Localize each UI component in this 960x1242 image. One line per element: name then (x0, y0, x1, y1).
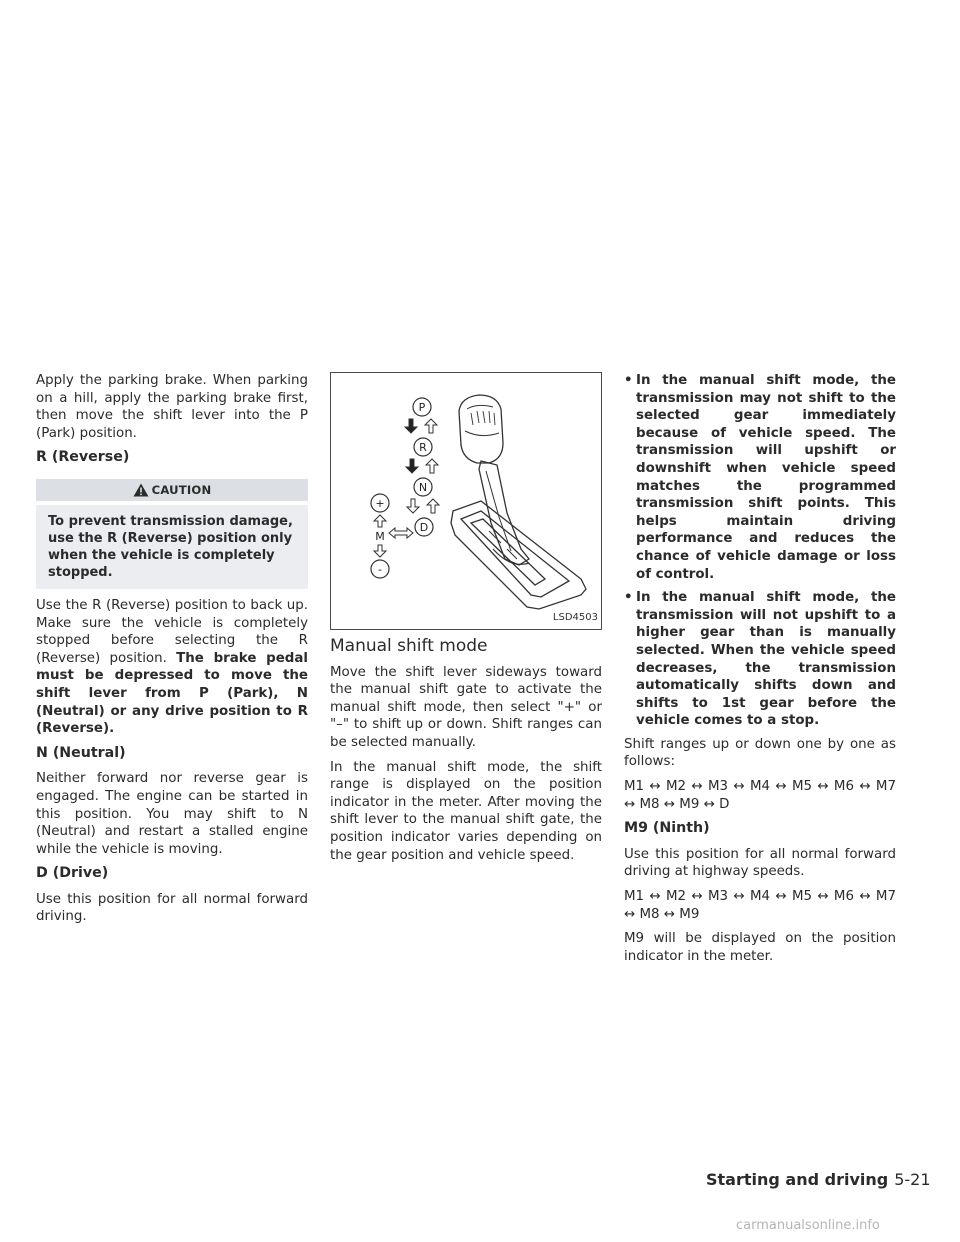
intro-paragraph: Apply the parking brake. When parking on a hill, apply the parking brake first, then move the shift lever into the P (Park) position. (36, 373, 308, 441)
label-m: M (375, 530, 385, 543)
m9-paragraph: Use this position for all normal forward driving at highway speeds. (624, 846, 896, 880)
arrow-down-outline (374, 545, 386, 557)
heading-reverse: R (Reverse) (36, 449, 130, 466)
heading-drive: D (Drive) (36, 865, 109, 882)
lever-shaft (479, 461, 529, 565)
heading-neutral: N (Neutral) (36, 744, 126, 761)
drive-paragraph: Use this position for all normal forward driving. (36, 891, 308, 925)
label-p: P (418, 401, 426, 414)
shift-intro: Shift ranges up or down one by one as follows: (624, 736, 896, 770)
arrow-up-outline (425, 419, 437, 433)
caution-header (36, 479, 308, 501)
reverse-text: Use the R (Reverse) position to back up. Make sure the vehicle is completely stopped before selecting the R (Reverse) position. (36, 597, 308, 666)
caution-label: CAUTION (151, 482, 212, 497)
label-n: N (418, 481, 428, 494)
warning-icon (133, 482, 149, 504)
column-right (624, 372, 896, 972)
arrow-down-outline (407, 499, 419, 513)
label-d: D (419, 521, 429, 534)
column-left (36, 372, 308, 933)
list-item: • In the manual shift mode, the transmission will not upshift to a higher gear than is manually selected. When the vehicle speed decreases, the transmission automatically shifts down and shifts to 1st gear before the vehicle comes to a stop. (624, 589, 896, 730)
shift-sequence-m9: M1 ↔ M2 ↔ M3 ↔ M4 ↔ M5 ↔ M6 ↔ M7 ↔ M8 ↔ M9 (624, 889, 896, 922)
heading-m9: M9 (Ninth) (624, 820, 710, 837)
heading-manual-shift-mode: Manual shift mode (330, 636, 488, 656)
figure-code: LSD4503 (552, 612, 598, 624)
reverse-paragraph (36, 597, 308, 738)
section-title: Starting and driving (706, 1170, 889, 1189)
manual-paragraph-2: In the manual shift mode, the shift range is displayed on the position indicator in the meter. After moving the shift lever to the manual shift gate, the position indicator varies depending on the gear position and vehicle speed. (330, 759, 602, 863)
list-item: • In the manual shift mode, the transmission may not shift to the selected gear immediately because of vehicle speed. The transmission will upshift or downshift when vehicle speed matches the programmed transmission shift points. This helps maintain driving performance and reduces the chance of vehicle damage or loss of control. (624, 372, 896, 583)
label-plus: + (375, 497, 385, 510)
manual-paragraph-1: Move the shift lever sideways toward the manual shift gate to activate the manual shift mode, then select "+" or "–" to shift up or down. Shift ranges can be selected manually. (330, 664, 602, 750)
gate-plate (451, 501, 586, 609)
label-minus: - (378, 563, 382, 576)
arrow-up-outline (426, 459, 438, 473)
shift-lever-figure (330, 372, 602, 630)
arrow-up-outline (427, 499, 439, 513)
arrow-up-outline (374, 515, 386, 527)
reverse-brake-warning: The brake pedal must be depressed to move the shift lever from P (Park), N (Neutral) or any drive position to R (Reverse). (36, 650, 308, 737)
watermark: carmanualsonline.info (736, 1218, 880, 1233)
shift-lever-illustration (331, 373, 603, 631)
page-footer (706, 1170, 931, 1189)
arrow-down-solid (405, 419, 417, 433)
arrow-left-right (389, 528, 413, 538)
page-number: 5-21 (894, 1170, 931, 1189)
shift-sequence-d: M1 ↔ M2 ↔ M3 ↔ M4 ↔ M5 ↔ M6 ↔ M7 ↔ M8 ↔ M9 ↔ D (624, 779, 896, 812)
bullet-list (624, 372, 896, 730)
caution-text: To prevent transmission damage, use the R (Reverse) position only when the vehicle is completely stopped. (36, 505, 308, 589)
label-r: R (419, 441, 427, 454)
column-middle (330, 372, 602, 871)
m9-note: M9 will be displayed on the position indicator in the meter. (624, 931, 896, 964)
arrow-down-solid (406, 459, 418, 473)
neutral-paragraph: Neither forward nor reverse gear is engaged. The engine can be started in this position. You may shift to N (Neutral) and restart a stalled engine while the vehicle is moving. (36, 771, 308, 857)
